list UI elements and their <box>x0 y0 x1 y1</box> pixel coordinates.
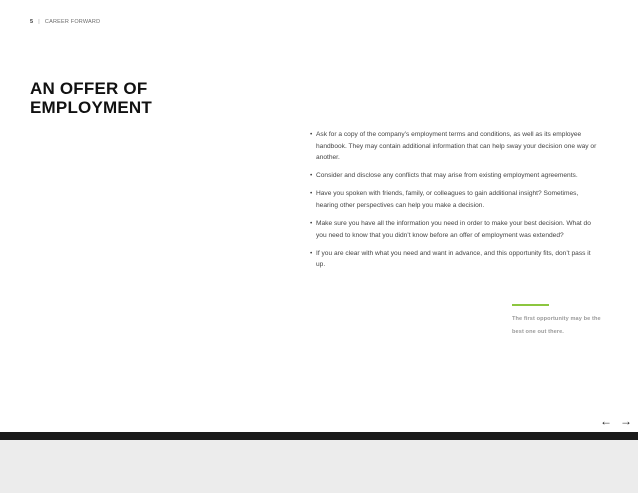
running-header <box>30 19 100 25</box>
page-title-line-2: EMPLOYMENT <box>30 98 152 117</box>
page-title-line-1: AN OFFER OF <box>30 79 148 98</box>
page-title <box>30 79 152 117</box>
page-number: 5 <box>30 19 34 25</box>
section-name: CAREER FORWARD <box>44 19 101 25</box>
bullet-item: • Have you spoken with friends, family, or colleagues to gain additional insight? Sometimes, hearing other perspectives can help you make a decision. <box>310 188 600 211</box>
pull-quote: The first opportunity may be the best one out there. <box>512 316 601 335</box>
previous-page-arrow-icon[interactable]: ← <box>600 414 612 428</box>
next-page-arrow-icon[interactable]: → <box>620 414 632 428</box>
footer-dark-bar <box>0 432 638 440</box>
quote-accent-rule <box>512 304 549 306</box>
bullet-item: • Ask for a copy of the company’s employment terms and conditions, as well as its employee handbook. They may contain additional information that can help sway your decision one way or another. <box>310 129 600 164</box>
footer-light-band <box>0 440 638 493</box>
bullet-list <box>310 129 600 277</box>
bullet-item: • Consider and disclose any conflicts that may arise from existing employment agreements. <box>310 170 600 182</box>
header-separator: | <box>38 19 40 25</box>
bullet-item: • Make sure you have all the information you need in order to make your best decision. What do you need to know that you didn’t know before an offer of employment was extended? <box>310 218 600 241</box>
page-navigation <box>600 415 632 427</box>
bullet-item: • If you are clear with what you need and want in advance, and this opportunity fits, don’t pass it up. <box>310 248 600 271</box>
